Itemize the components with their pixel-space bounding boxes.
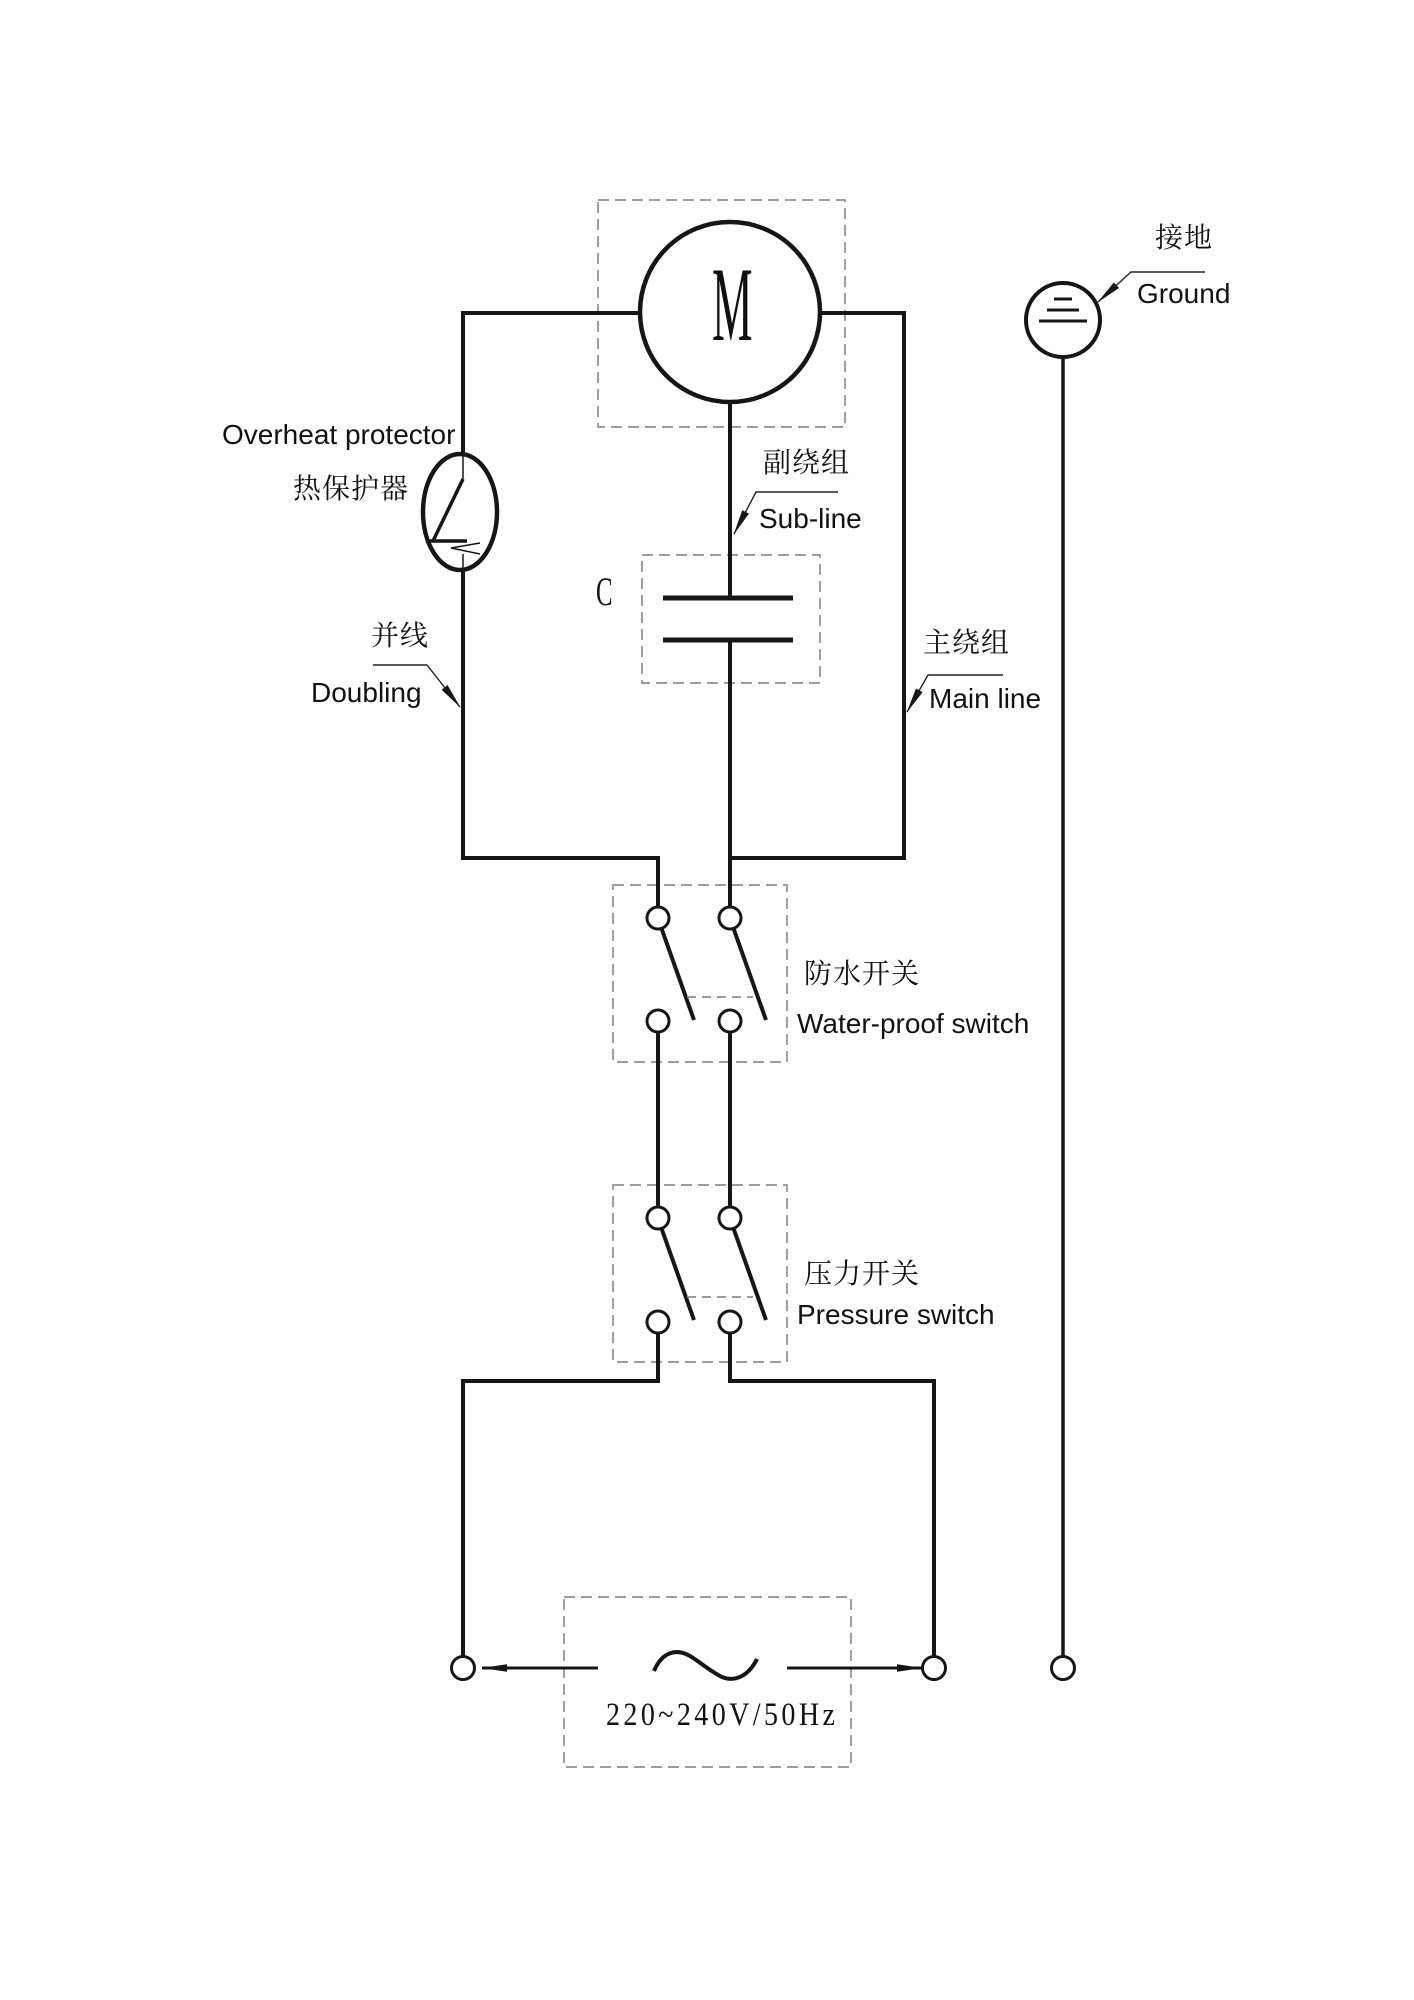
- wire-pressure-to-supply-left: [463, 1333, 658, 1657]
- ac-sine-icon: [654, 1652, 757, 1679]
- pressure-blade-right: [733, 1227, 766, 1320]
- motor-letter: M: [711, 246, 753, 363]
- pressure-terminal-bottom-right: [719, 1311, 741, 1333]
- supply-terminal-left: [452, 1657, 475, 1680]
- overheat-protector-symbol: [423, 454, 497, 570]
- sub-line-label-zh: 副绕组: [763, 447, 851, 478]
- main-line-label-zh: 主绕组: [923, 627, 1011, 658]
- waterproof-terminal-bottom-left: [647, 1010, 669, 1032]
- waterproof-terminal-bottom-right: [719, 1010, 741, 1032]
- waterproof-switch-label-zh: 防水开关: [804, 958, 921, 989]
- wire-motor-left-to-protector: [463, 313, 640, 454]
- main-line-label-en: Main line: [929, 683, 1042, 714]
- overheat-protector-label-en: Overheat protector: [222, 419, 456, 450]
- pressure-terminal-bottom-left: [647, 1311, 669, 1333]
- pressure-switch-label-en: Pressure switch: [797, 1299, 995, 1330]
- pressure-blade-left: [661, 1227, 694, 1320]
- waterproof-switch-label-en: Water-proof switch: [797, 1008, 1030, 1039]
- pressure-switch-box: [613, 1185, 787, 1362]
- doubling-label-en: Doubling: [311, 677, 422, 708]
- overheat-protector-label-zh: 热保护器: [293, 473, 410, 504]
- supply-terminal-right: [923, 1657, 946, 1680]
- ground-label-en: Ground: [1137, 278, 1231, 309]
- waterproof-terminal-top-left: [647, 907, 669, 929]
- ground-terminal: [1052, 1657, 1075, 1680]
- doubling-label-zh: 并线: [371, 620, 430, 651]
- waterproof-switch-box: [613, 885, 787, 1062]
- wire-pressure-to-supply-right: [730, 1333, 934, 1657]
- waterproof-terminal-top-right: [719, 907, 741, 929]
- power-supply-box: [564, 1597, 851, 1767]
- waterproof-blade-left: [661, 927, 694, 1020]
- capacitor-letter: C: [596, 569, 613, 614]
- pressure-switch-label-zh: 压力开关: [804, 1258, 921, 1289]
- sub-line-label-en: Sub-line: [759, 503, 862, 534]
- power-rating-label: 220~240V/50Hz: [606, 1697, 839, 1733]
- pressure-terminal-top-right: [719, 1207, 741, 1229]
- pressure-terminal-top-left: [647, 1207, 669, 1229]
- ground-label-zh: 接地: [1155, 222, 1214, 253]
- waterproof-blade-right: [733, 927, 766, 1020]
- wire-left-branch-to-waterproof: [463, 570, 658, 907]
